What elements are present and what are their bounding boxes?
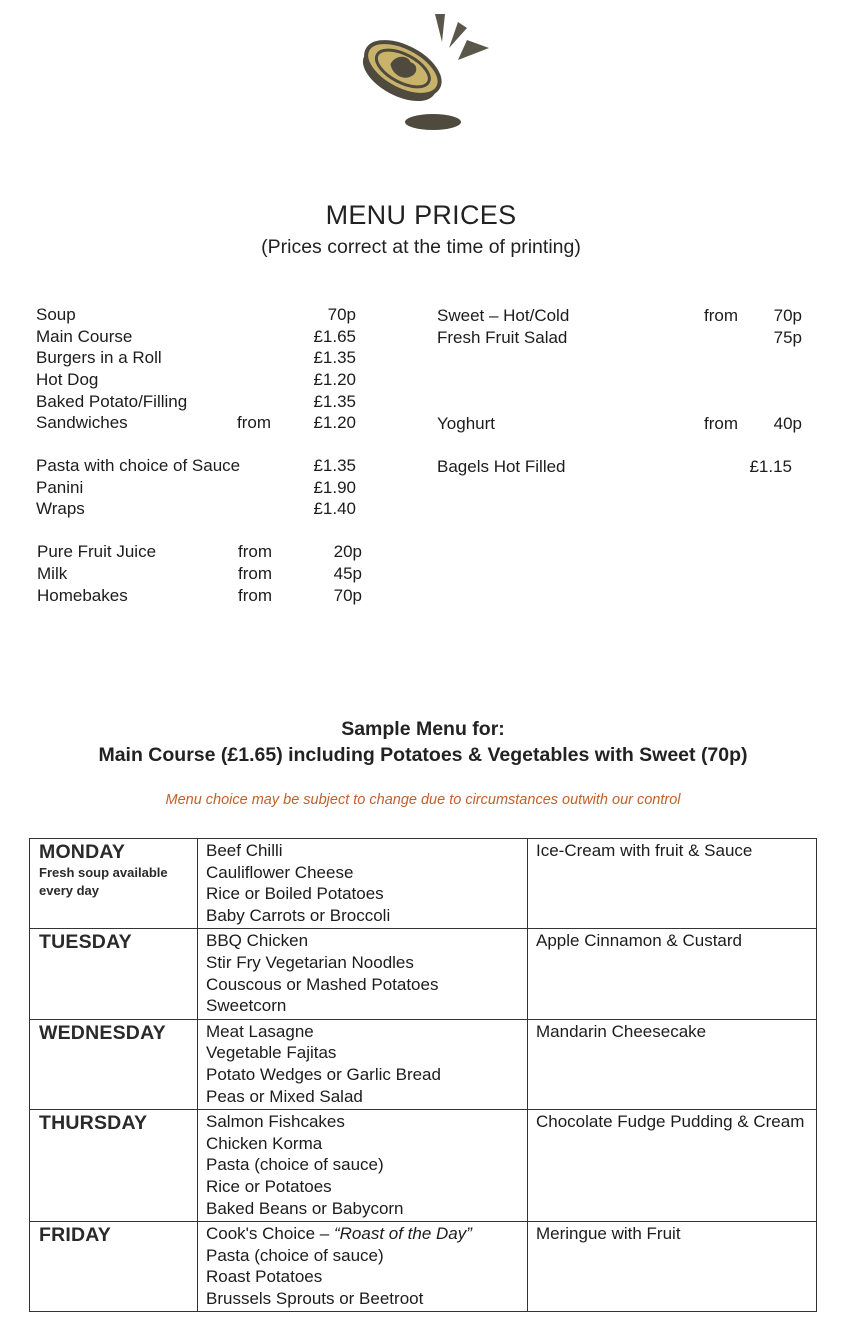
price-row <box>437 456 804 478</box>
sweet: Chocolate Fudge Pudding & Cream <box>536 1112 805 1132</box>
item-name: Milk <box>37 564 68 583</box>
price-row <box>437 327 804 349</box>
dish: Cauliflower Cheese <box>206 862 354 882</box>
price-row <box>37 541 367 563</box>
dish: Baked Beans or Babycorn <box>206 1198 404 1218</box>
item-price: 45p <box>333 564 362 583</box>
dish: Rice or Potatoes <box>206 1176 332 1196</box>
falling-coin-icon <box>355 8 500 136</box>
price-row <box>36 304 366 326</box>
dish: Rice or Boiled Potatoes <box>206 884 384 904</box>
item-name: Pasta with choice of Sauce <box>36 456 241 475</box>
item-name: Wraps <box>36 499 85 518</box>
price-row <box>437 305 804 327</box>
price-row <box>36 326 366 348</box>
dish: Baby Carrots or Broccoli <box>206 905 391 925</box>
item-price: £1.40 <box>313 499 356 518</box>
price-row <box>36 455 366 477</box>
price-row <box>36 477 366 499</box>
day-name: THURSDAY <box>39 1112 148 1135</box>
price-row <box>36 498 366 520</box>
item-name: Panini <box>36 478 84 497</box>
item-price: £1.20 <box>313 370 356 389</box>
sweet-cell <box>528 1222 817 1312</box>
page-title: MENU PRICES <box>325 200 517 230</box>
item-price: £1.90 <box>313 478 356 497</box>
item-price: 70p <box>327 305 356 324</box>
sweet: Ice-Cream with fruit & Sauce <box>536 841 753 860</box>
dish: Sweetcorn <box>206 996 287 1016</box>
item-name: Sweet – Hot/Cold <box>437 306 570 325</box>
sweet: Apple Cinnamon & Custard <box>536 931 743 951</box>
price-row <box>437 413 804 435</box>
item-name: Hot Dog <box>36 370 99 389</box>
dish: Meat Lasagne <box>206 1021 314 1041</box>
day-cell <box>30 1222 198 1312</box>
dish-italic: “Roast of the Day” <box>333 1224 472 1244</box>
item-name: Fresh Fruit Salad <box>437 328 568 347</box>
dish: BBQ Chicken <box>206 931 309 951</box>
item-name: Main Course <box>36 327 133 346</box>
table-row <box>30 1110 817 1222</box>
dish: Roast Potatoes <box>206 1267 323 1287</box>
item-name: Bagels Hot Filled <box>437 457 566 476</box>
day-cell <box>30 1110 198 1222</box>
from-label: from <box>238 564 272 583</box>
from-label: from <box>238 542 272 561</box>
item-name: Pure Fruit Juice <box>37 542 157 561</box>
item-price: 70p <box>773 306 802 325</box>
price-row <box>36 347 366 369</box>
dish: Potato Wedges or Garlic Bread <box>206 1064 441 1084</box>
from-label: from <box>704 306 738 325</box>
sweet-cell <box>528 1110 817 1222</box>
item-price: £1.20 <box>313 413 356 432</box>
item-name: Burgers in a Roll <box>36 348 162 367</box>
item-name: Yoghurt <box>437 414 495 433</box>
sweet: Meringue with Fruit <box>536 1224 681 1244</box>
item-price: £1.35 <box>313 392 356 411</box>
sample-menu-heading <box>0 716 846 768</box>
price-row <box>37 585 367 607</box>
day-name: WEDNESDAY <box>39 1021 166 1044</box>
item-name: Baked Potato/Filling <box>36 392 188 411</box>
day-cell <box>30 839 198 929</box>
table-row <box>30 839 817 929</box>
item-price: £1.65 <box>313 327 356 346</box>
day-name: TUESDAY <box>39 931 132 954</box>
item-price: £1.15 <box>749 457 792 476</box>
sweet-cell <box>528 1019 817 1109</box>
item-price: £1.35 <box>313 456 356 475</box>
table-row <box>30 1019 817 1109</box>
from-label: from <box>237 413 271 432</box>
mains-cell <box>198 839 528 929</box>
sweet-cell <box>528 839 817 929</box>
price-row <box>37 563 367 585</box>
day-cell <box>30 929 198 1019</box>
sweet: Mandarin Cheesecake <box>536 1021 707 1041</box>
price-row <box>36 412 366 434</box>
dish <box>206 1223 523 1245</box>
table-row <box>30 1222 817 1312</box>
dish: Pasta (choice of sauce) <box>206 1245 384 1265</box>
item-price: 20p <box>333 542 362 561</box>
dish: Pasta (choice of sauce) <box>206 1155 384 1175</box>
change-notice: Menu choice may be subject to change due to circumstances outwith our control <box>165 792 681 808</box>
dish: Brussels Sprouts or Beetroot <box>206 1288 424 1308</box>
day-note: Fresh soup available every day <box>39 865 168 898</box>
mains-cell <box>198 929 528 1019</box>
item-name: Homebakes <box>37 586 128 605</box>
dish: Stir Fry Vegetarian Noodles <box>206 952 414 972</box>
mains-cell <box>198 1019 528 1109</box>
sample-title-line2: Main Course (£1.65) including Potatoes & Vegetables with Sweet (70p) <box>98 744 748 766</box>
weekly-menu-table <box>29 838 817 1312</box>
dish: Salmon Fishcakes <box>206 1112 345 1132</box>
mains-cell <box>198 1110 528 1222</box>
day-cell <box>30 1019 198 1109</box>
item-price: 75p <box>773 328 802 347</box>
day-name: FRIDAY <box>39 1224 111 1247</box>
mains-cell <box>198 1222 528 1312</box>
dish: Beef Chilli <box>206 841 283 860</box>
item-name: Soup <box>36 305 76 324</box>
price-row <box>36 369 366 391</box>
sweet-cell <box>528 929 817 1019</box>
dish-plain: Cook's Choice – <box>206 1224 334 1244</box>
from-label: from <box>238 586 272 605</box>
item-price: £1.35 <box>313 348 356 367</box>
dish: Vegetable Fajitas <box>206 1043 337 1063</box>
day-name: MONDAY <box>39 841 126 863</box>
table-row <box>30 929 817 1019</box>
item-name: Sandwiches <box>36 413 128 432</box>
from-label: from <box>704 414 738 433</box>
item-price: 40p <box>773 414 802 433</box>
dish: Peas or Mixed Salad <box>206 1086 363 1106</box>
sample-title-line1: Sample Menu for: <box>341 718 505 740</box>
dish: Couscous or Mashed Potatoes <box>206 974 439 994</box>
price-row <box>36 391 366 413</box>
dish: Chicken Korma <box>206 1133 323 1153</box>
page-subtitle: (Prices correct at the time of printing) <box>261 236 581 258</box>
item-price: 70p <box>333 586 362 605</box>
